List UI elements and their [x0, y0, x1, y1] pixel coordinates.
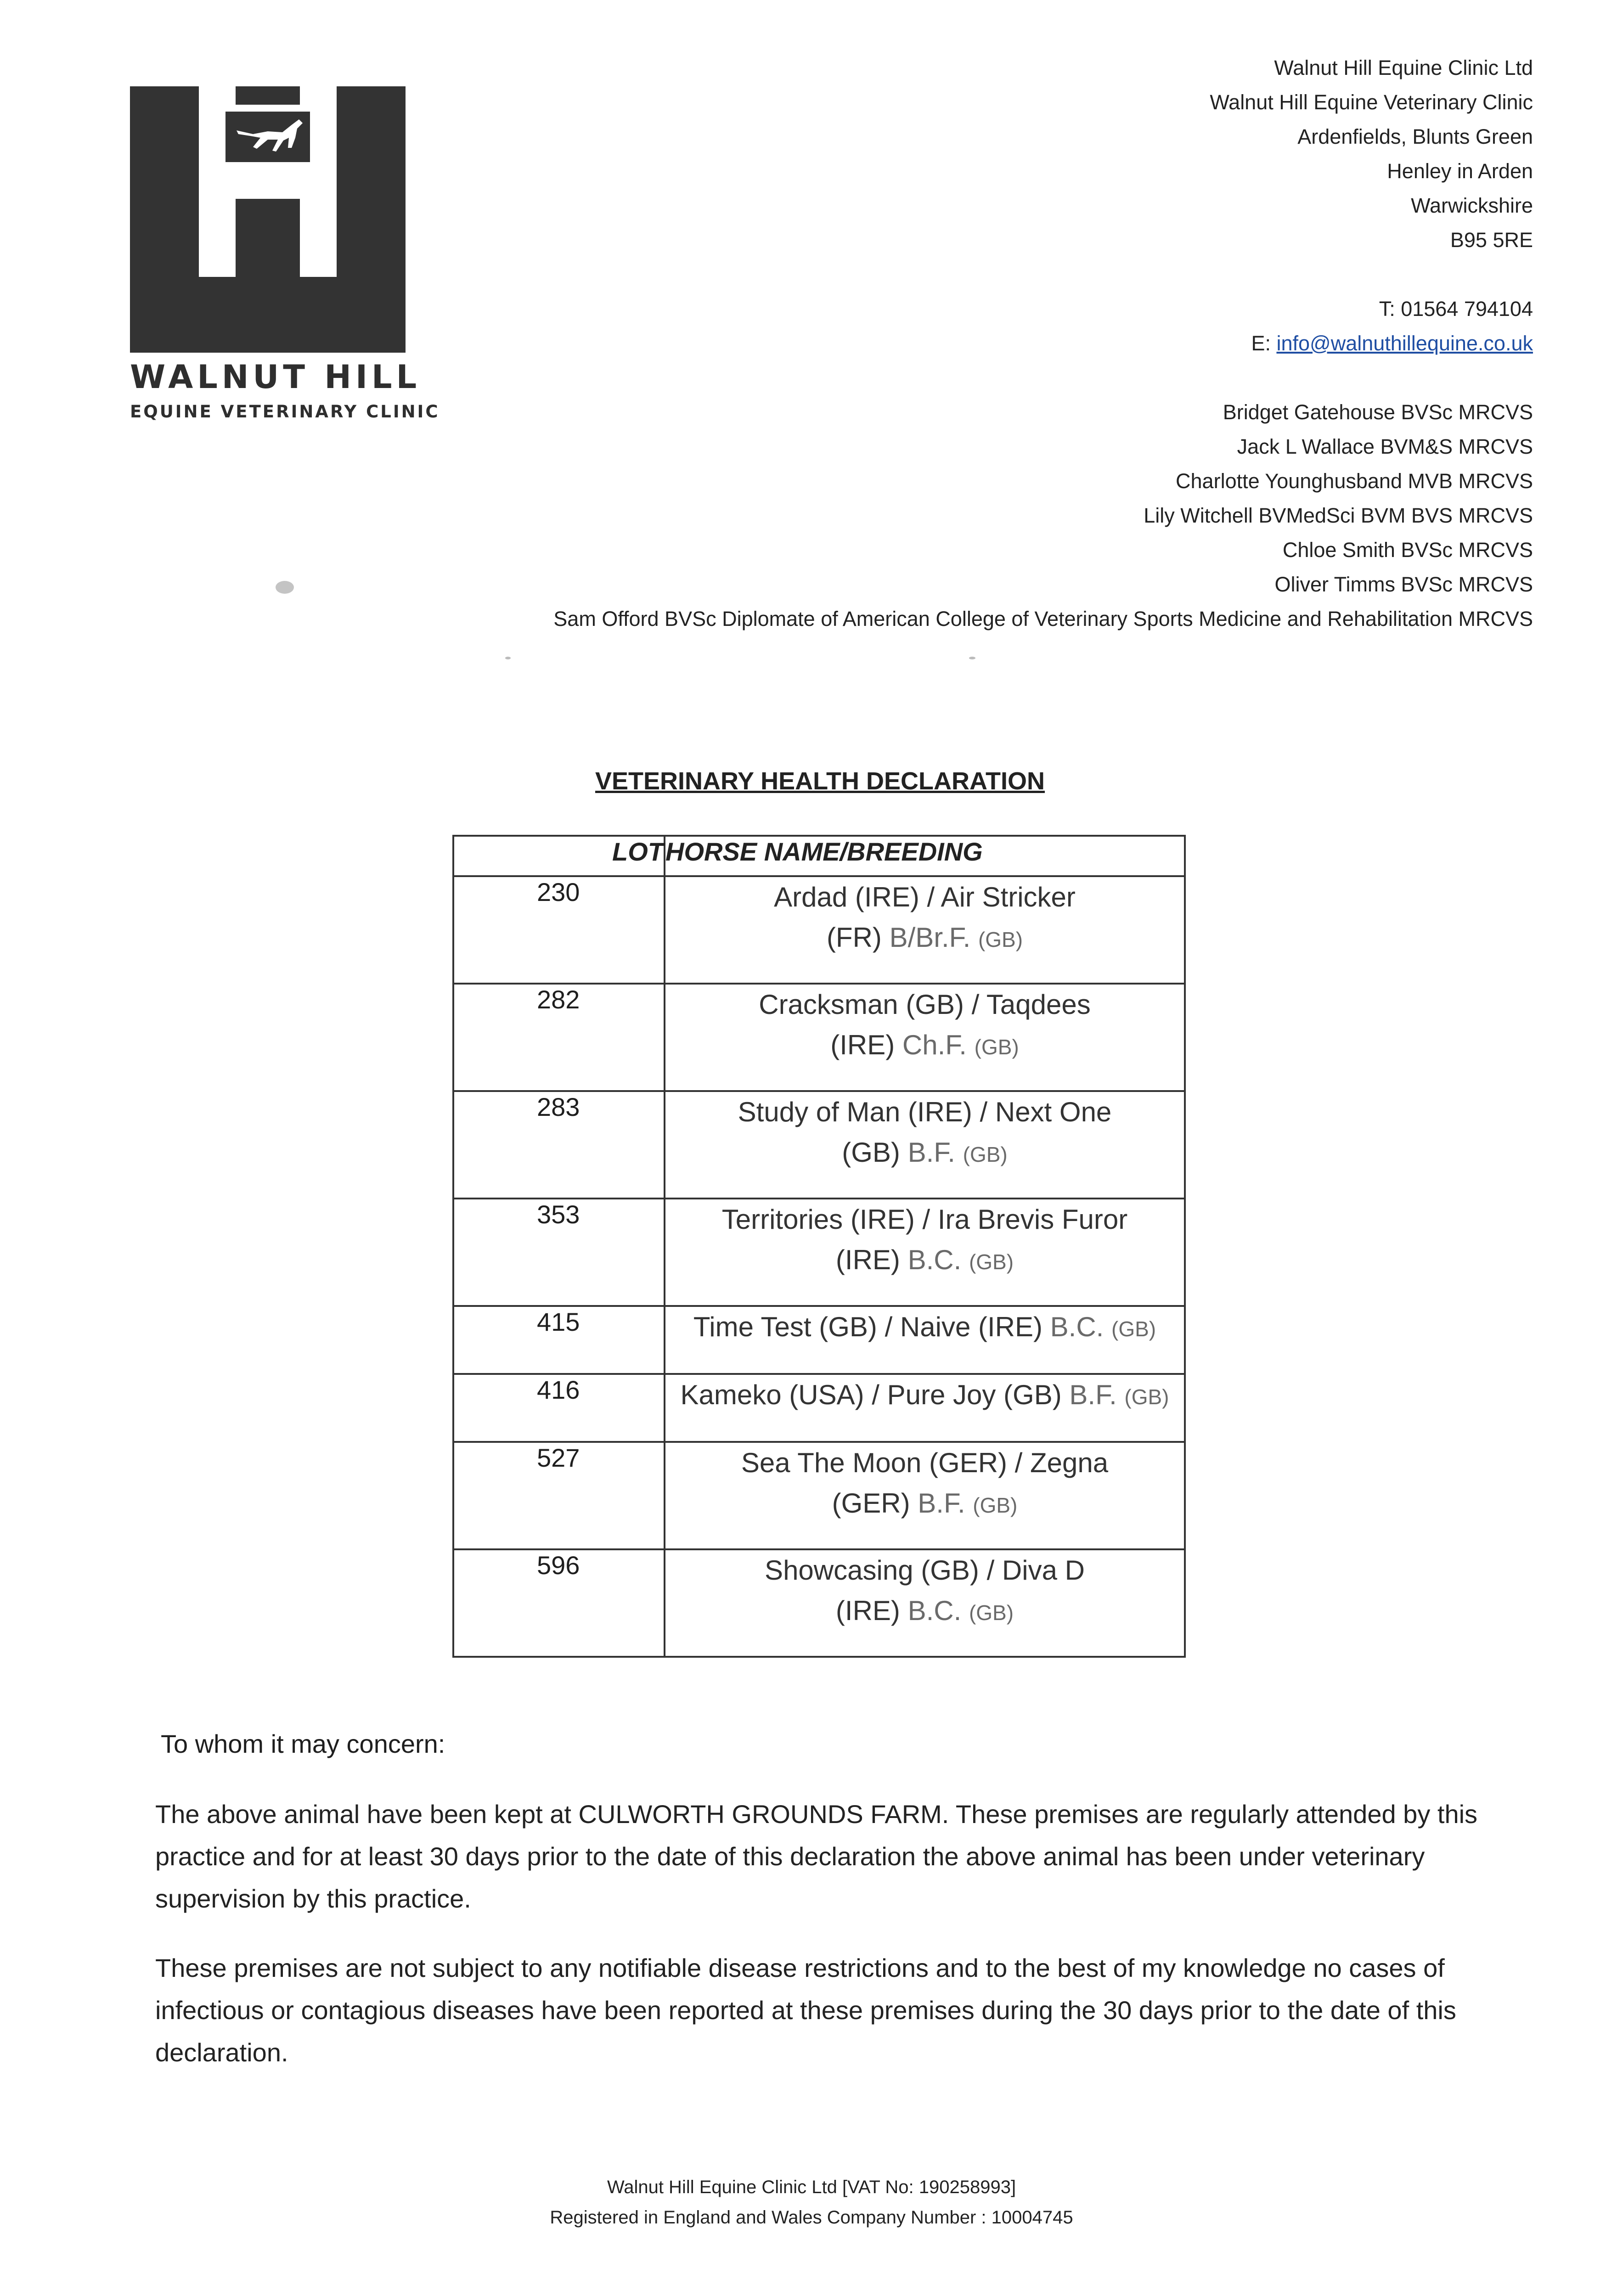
- lot-number: 230: [537, 878, 580, 906]
- phone: T: 01564 794104: [1379, 297, 1533, 321]
- lot-number-cell: [453, 1199, 665, 1306]
- lot-number-cell: [453, 984, 665, 1091]
- logo-title: WALNUT HILL: [130, 358, 421, 396]
- table-row: [453, 1306, 1185, 1374]
- vet-name: Jack L Wallace BVM&S MRCVS: [1237, 435, 1533, 458]
- horse-pedigree: Study of Man (IRE) / Next One: [738, 1097, 1112, 1127]
- lot-number-cell: [453, 1091, 665, 1199]
- vet-name: Charlotte Younghusband MVB MRCVS: [1176, 469, 1533, 493]
- horse-cell: [665, 984, 1185, 1091]
- vet-name: Bridget Gatehouse BVSc MRCVS: [1223, 400, 1533, 424]
- scan-speck: [276, 581, 294, 594]
- paragraph-premises: The above animal have been kept at CULWORTH GROUNDS FARM. These premises are regularly attended by this practice and for at least 30 days prior to the date of this declaration the above animal has been under veterinary supervision by this practice.: [155, 1800, 1478, 1913]
- horse-cell: [665, 1374, 1185, 1442]
- lots-table: [452, 835, 1186, 1658]
- address-line: B95 5RE: [1450, 228, 1533, 252]
- lot-number: 415: [537, 1307, 580, 1336]
- paragraph-disease: These premises are not subject to any notifiable disease restrictions and to the best of my knowledge no cases of infectious or contagious diseases have been reported at these premises during the 30 days prior to the date of this declaration.: [155, 1953, 1456, 2067]
- scan-speck: [969, 657, 975, 659]
- email-label: E:: [1251, 332, 1277, 355]
- horse-pedigree: Ardad (IRE) / Air Stricker: [774, 882, 1076, 912]
- clinic-address: [1210, 51, 1533, 257]
- horse-details: (IRE) Ch.F. (GB): [830, 1030, 1019, 1060]
- horse-cell: [665, 1199, 1185, 1306]
- address-line: Walnut Hill Equine Clinic Ltd: [1274, 56, 1533, 79]
- horse-icon: [225, 112, 310, 162]
- salutation: To whom it may concern:: [161, 1729, 445, 1758]
- table-row: [453, 1199, 1185, 1306]
- footer-vat: Walnut Hill Equine Clinic Ltd [VAT No: 190258993]: [607, 2177, 1016, 2197]
- vet-name: Lily Witchell BVMedSci BVM BVS MRCVS: [1144, 504, 1533, 527]
- vet-name: Oliver Timms BVSc MRCVS: [1274, 573, 1533, 596]
- lot-number: 416: [537, 1375, 580, 1404]
- horse-cell: [665, 1091, 1185, 1199]
- email-link[interactable]: info@walnuthillequine.co.uk: [1276, 332, 1533, 355]
- lot-number: 596: [537, 1551, 580, 1580]
- scan-speck: [505, 657, 511, 659]
- address-line: Warwickshire: [1411, 194, 1533, 217]
- logo-mark: [130, 86, 406, 353]
- contact-block: [1251, 292, 1533, 360]
- table-row: [453, 1442, 1185, 1549]
- horse-details: (GER) B.F. (GB): [832, 1488, 1018, 1519]
- horse-details: (IRE) B.C. (GB): [835, 1244, 1014, 1275]
- logo-subtitle: EQUINE VETERINARY CLINIC: [130, 402, 440, 422]
- vet-name: Chloe Smith BVSc MRCVS: [1282, 538, 1533, 562]
- horse-pedigree: Territories (IRE) / Ira Brevis Furor: [721, 1204, 1128, 1235]
- email-row: [1251, 326, 1533, 360]
- horse-details: (GB) B.F. (GB): [842, 1137, 1008, 1168]
- footer-registration: Registered in England and Wales Company Number : 10004745: [550, 2207, 1073, 2228]
- horse-details: (FR) B/Br.F. (GB): [826, 922, 1023, 953]
- address-line: Ardenfields, Blunts Green: [1297, 125, 1533, 148]
- table-row: [453, 1549, 1185, 1657]
- table-header-row: [453, 836, 1185, 876]
- horse-pedigree: Cracksman (GB) / Taqdees: [759, 989, 1091, 1020]
- horse-details: Kameko (USA) / Pure Joy (GB) B.F. (GB): [680, 1379, 1169, 1410]
- page-footer: [0, 2172, 1623, 2233]
- table-row: [453, 984, 1185, 1091]
- horse-pedigree: Showcasing (GB) / Diva D: [765, 1555, 1085, 1586]
- table-row: [453, 1091, 1185, 1199]
- lot-number: 282: [537, 985, 580, 1014]
- lot-number: 353: [537, 1200, 580, 1229]
- lot-number-cell: [453, 876, 665, 984]
- lot-number-cell: [453, 1374, 665, 1442]
- vet-list: [553, 395, 1533, 636]
- table-row: [453, 876, 1185, 984]
- table-row: [453, 1374, 1185, 1442]
- horse-cell: [665, 1442, 1185, 1549]
- lot-header: LOT: [453, 836, 665, 876]
- lot-number-cell: [453, 1442, 665, 1549]
- lot-number-cell: [453, 1549, 665, 1657]
- horse-details: (IRE) B.C. (GB): [835, 1595, 1014, 1626]
- horse-cell: [665, 1549, 1185, 1657]
- lot-number-cell: [453, 1306, 665, 1374]
- horse-header: HORSE NAME/BREEDING: [665, 836, 1185, 876]
- lot-number: 283: [537, 1092, 580, 1121]
- vet-name: Sam Offord BVSc Diplomate of American College of Veterinary Sports Medicine and Rehabilitation MRCVS: [553, 607, 1533, 630]
- horse-cell: [665, 1306, 1185, 1374]
- address-line: Walnut Hill Equine Veterinary Clinic: [1210, 90, 1533, 114]
- horse-details: Time Test (GB) / Naive (IRE) B.C. (GB): [693, 1311, 1156, 1342]
- lot-number: 527: [537, 1443, 580, 1472]
- horse-pedigree: Sea The Moon (GER) / Zegna: [741, 1447, 1109, 1478]
- declaration-title: VETERINARY HEALTH DECLARATION: [595, 767, 1045, 795]
- horse-cell: [665, 876, 1185, 984]
- address-line: Henley in Arden: [1387, 159, 1533, 183]
- clinic-logo: [130, 86, 406, 353]
